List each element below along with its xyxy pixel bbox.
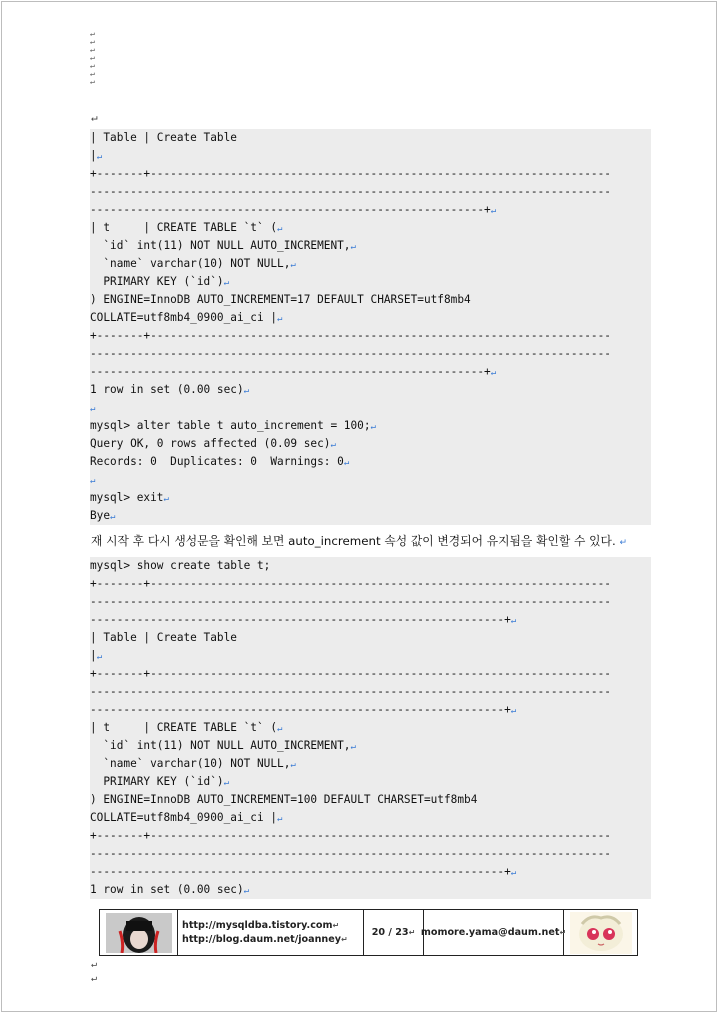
empty-paragraph-mark: ↵: [90, 69, 95, 78]
code-line-text: -----------------------------------------------------------+: [90, 203, 491, 216]
code-line-text: --------------------------------------------------------------+: [90, 865, 511, 878]
code-line: [90, 309, 651, 327]
code-line: [90, 665, 651, 683]
return-mark: ↵: [110, 512, 116, 522]
return-mark: ↵: [277, 314, 283, 324]
code-line-text: Query OK, 0 rows affected (0.09 sec): [90, 437, 331, 450]
return-mark: ↵: [510, 706, 517, 716]
code-line-text: `id` int(11) NOT NULL AUTO_INCREMENT,: [90, 739, 351, 752]
code-line-text: Bye: [90, 509, 111, 522]
code-line-text: --------------------------------------------------------------+: [90, 703, 511, 716]
code-line: [90, 719, 651, 737]
code-line: [90, 417, 651, 435]
code-line: [90, 755, 651, 773]
blog-link-2[interactable]: http://blog.daum.net/joanney↵: [182, 933, 348, 945]
code-line-text: +-------+---------------------------------------------------------------------: [90, 829, 611, 842]
code-line-text: ------------------------------------------------------------------------------: [90, 685, 611, 698]
code-line-text: COLLATE=utf8mb4_0900_ai_ci |: [90, 811, 278, 824]
return-mark: ↵: [510, 616, 517, 626]
code-line-text: | Table | Create Table: [90, 131, 237, 144]
return-mark: ↵: [490, 206, 497, 216]
author-email: momore.yama@daum.net ↵: [424, 910, 564, 955]
code-line-text: mysql> show create table t;: [90, 559, 271, 572]
empty-paragraph-mark: ↵: [90, 29, 95, 38]
empty-paragraphs: [90, 30, 110, 86]
return-mark: ↵: [96, 652, 103, 662]
blog-link-1[interactable]: http://mysqldba.tistory.com↵: [182, 919, 340, 931]
code-line-text: +-------+---------------------------------------------------------------------: [90, 329, 611, 342]
empty-paragraph-mark: ↵: [90, 77, 95, 86]
code-line: [90, 147, 651, 165]
code-line-text: COLLATE=utf8mb4_0900_ai_ci |: [90, 311, 278, 324]
code-line-text: | t | CREATE TABLE `t` (: [90, 721, 278, 734]
code-line-text: | t | CREATE TABLE `t` (: [90, 221, 278, 234]
code-line-text: PRIMARY KEY (`id`): [90, 775, 224, 788]
code-line: [90, 881, 651, 899]
code-line: [90, 381, 651, 399]
return-mark: ↵: [350, 242, 356, 252]
return-mark: ↵: [290, 260, 296, 270]
code-line: [90, 453, 651, 471]
return-mark: ↵: [90, 476, 96, 486]
code-line: [90, 273, 651, 291]
code-line-text: `id` int(11) NOT NULL AUTO_INCREMENT,: [90, 239, 351, 252]
code-line: [90, 827, 651, 845]
code-line-text: 1 row in set (0.00 sec): [90, 383, 244, 396]
return-mark: ↵: [90, 404, 96, 414]
code-line-text: ------------------------------------------------------------------------------: [90, 847, 611, 860]
code-line: [90, 701, 651, 719]
code-line: [90, 773, 651, 791]
code-line: [90, 629, 651, 647]
trailing-paragraph-marks: [91, 958, 97, 986]
code-line: [90, 737, 651, 755]
code-line: [90, 683, 651, 701]
code-line-text: |: [90, 649, 97, 662]
page-number: 20 / 23 ↵: [364, 910, 424, 955]
code-line: [90, 593, 651, 611]
return-mark: ↵: [330, 440, 336, 450]
code-line-text: mysql> exit: [90, 491, 164, 504]
trailing-mark-2: ↵: [91, 973, 98, 984]
code-line: [90, 647, 651, 665]
code-line-text: -----------------------------------------------------------+: [90, 365, 491, 378]
code-line: [90, 327, 651, 345]
code-line: [90, 575, 651, 593]
code-block-1: [90, 129, 651, 525]
code-line-text: | Table | Create Table: [90, 631, 237, 644]
return-mark: ↵: [223, 278, 230, 288]
code-line: [90, 399, 651, 417]
empty-paragraph-mark: ↵: [90, 45, 95, 54]
code-line: [90, 183, 651, 201]
code-line: [90, 611, 651, 629]
code-line: [90, 363, 651, 381]
return-mark: ↵: [243, 886, 250, 896]
code-line-text: 1 row in set (0.00 sec): [90, 883, 244, 896]
code-line: [90, 237, 651, 255]
author-portrait-image: [106, 913, 172, 953]
footer-links: [178, 910, 364, 955]
code-line: [90, 201, 651, 219]
code-line: [90, 291, 651, 309]
character-image-cell: [564, 910, 637, 955]
return-mark: ↵: [370, 422, 376, 432]
code-line: [90, 809, 651, 827]
code-block-2: [90, 557, 651, 899]
code-line-text: +-------+---------------------------------------------------------------------: [90, 667, 611, 680]
code-line: [90, 435, 651, 453]
return-mark: ↵: [223, 778, 230, 788]
return-mark: ↵: [277, 814, 283, 824]
return-mark: ↵: [163, 494, 169, 504]
code-line-text: |: [90, 149, 97, 162]
code-line: [90, 255, 651, 273]
code-line-text: `name` varchar(10) NOT NULL,: [90, 757, 291, 770]
return-mark: ↵: [243, 386, 250, 396]
code-line: [90, 165, 651, 183]
code-line: [90, 129, 651, 147]
return-mark: ↵: [277, 724, 283, 734]
return-mark: ↵: [490, 368, 497, 378]
code-line-text: +-------+---------------------------------------------------------------------: [90, 167, 611, 180]
return-mark: ↵: [277, 224, 283, 234]
code-line-text: ------------------------------------------------------------------------------: [90, 347, 611, 360]
return-mark: ↵: [343, 458, 350, 468]
empty-paragraph-mark: ↵: [90, 37, 95, 46]
code-line-text: ) ENGINE=InnoDB AUTO_INCREMENT=17 DEFAULT CHARSET=utf8mb4: [90, 293, 471, 306]
trailing-mark-1: ↵: [91, 959, 98, 970]
return-mark: ↵: [619, 538, 627, 548]
code-line-text: PRIMARY KEY (`id`): [90, 275, 224, 288]
code-line: [90, 791, 651, 809]
code-line-text: `name` varchar(10) NOT NULL,: [90, 257, 291, 270]
code-line-text: ------------------------------------------------------------------------------: [90, 185, 611, 198]
code-line: [90, 863, 651, 881]
code-line-text: Records: 0 Duplicates: 0 Warnings: 0: [90, 455, 344, 468]
code-line-text: ) ENGINE=InnoDB AUTO_INCREMENT=100 DEFAULT CHARSET=utf8mb4: [90, 793, 478, 806]
code-line-text: ------------------------------------------------------------------------------: [90, 595, 611, 608]
code-line: [90, 489, 651, 507]
korean-paragraph: [91, 532, 627, 552]
empty-paragraph-mark: ↵: [90, 53, 95, 62]
code-line-text: +-------+---------------------------------------------------------------------: [90, 577, 611, 590]
code-line: [90, 219, 651, 237]
return-mark: ↵: [350, 742, 356, 752]
code-line: [90, 507, 651, 525]
character-image: [570, 912, 632, 954]
return-mark: ↵: [290, 760, 296, 770]
korean-paragraph-text: 재 시작 후 다시 생성문을 확인해 보면 auto_increment 속성 값이 변경되어 유지됨을 확인할 수 있다.: [91, 534, 616, 548]
code-line: [90, 345, 651, 363]
code-line-text: --------------------------------------------------------------+: [90, 613, 511, 626]
code-line: [90, 557, 651, 575]
avatar: [100, 910, 178, 955]
code-line-text: mysql> alter table t auto_increment = 100;: [90, 419, 371, 432]
code-line: [90, 471, 651, 489]
empty-paragraph-mark: ↵: [90, 61, 95, 70]
return-mark: ↵: [510, 868, 517, 878]
paragraph-mark: ↵: [91, 111, 98, 124]
code-line: [90, 845, 651, 863]
page-footer: [99, 909, 638, 956]
return-mark: ↵: [96, 152, 103, 162]
